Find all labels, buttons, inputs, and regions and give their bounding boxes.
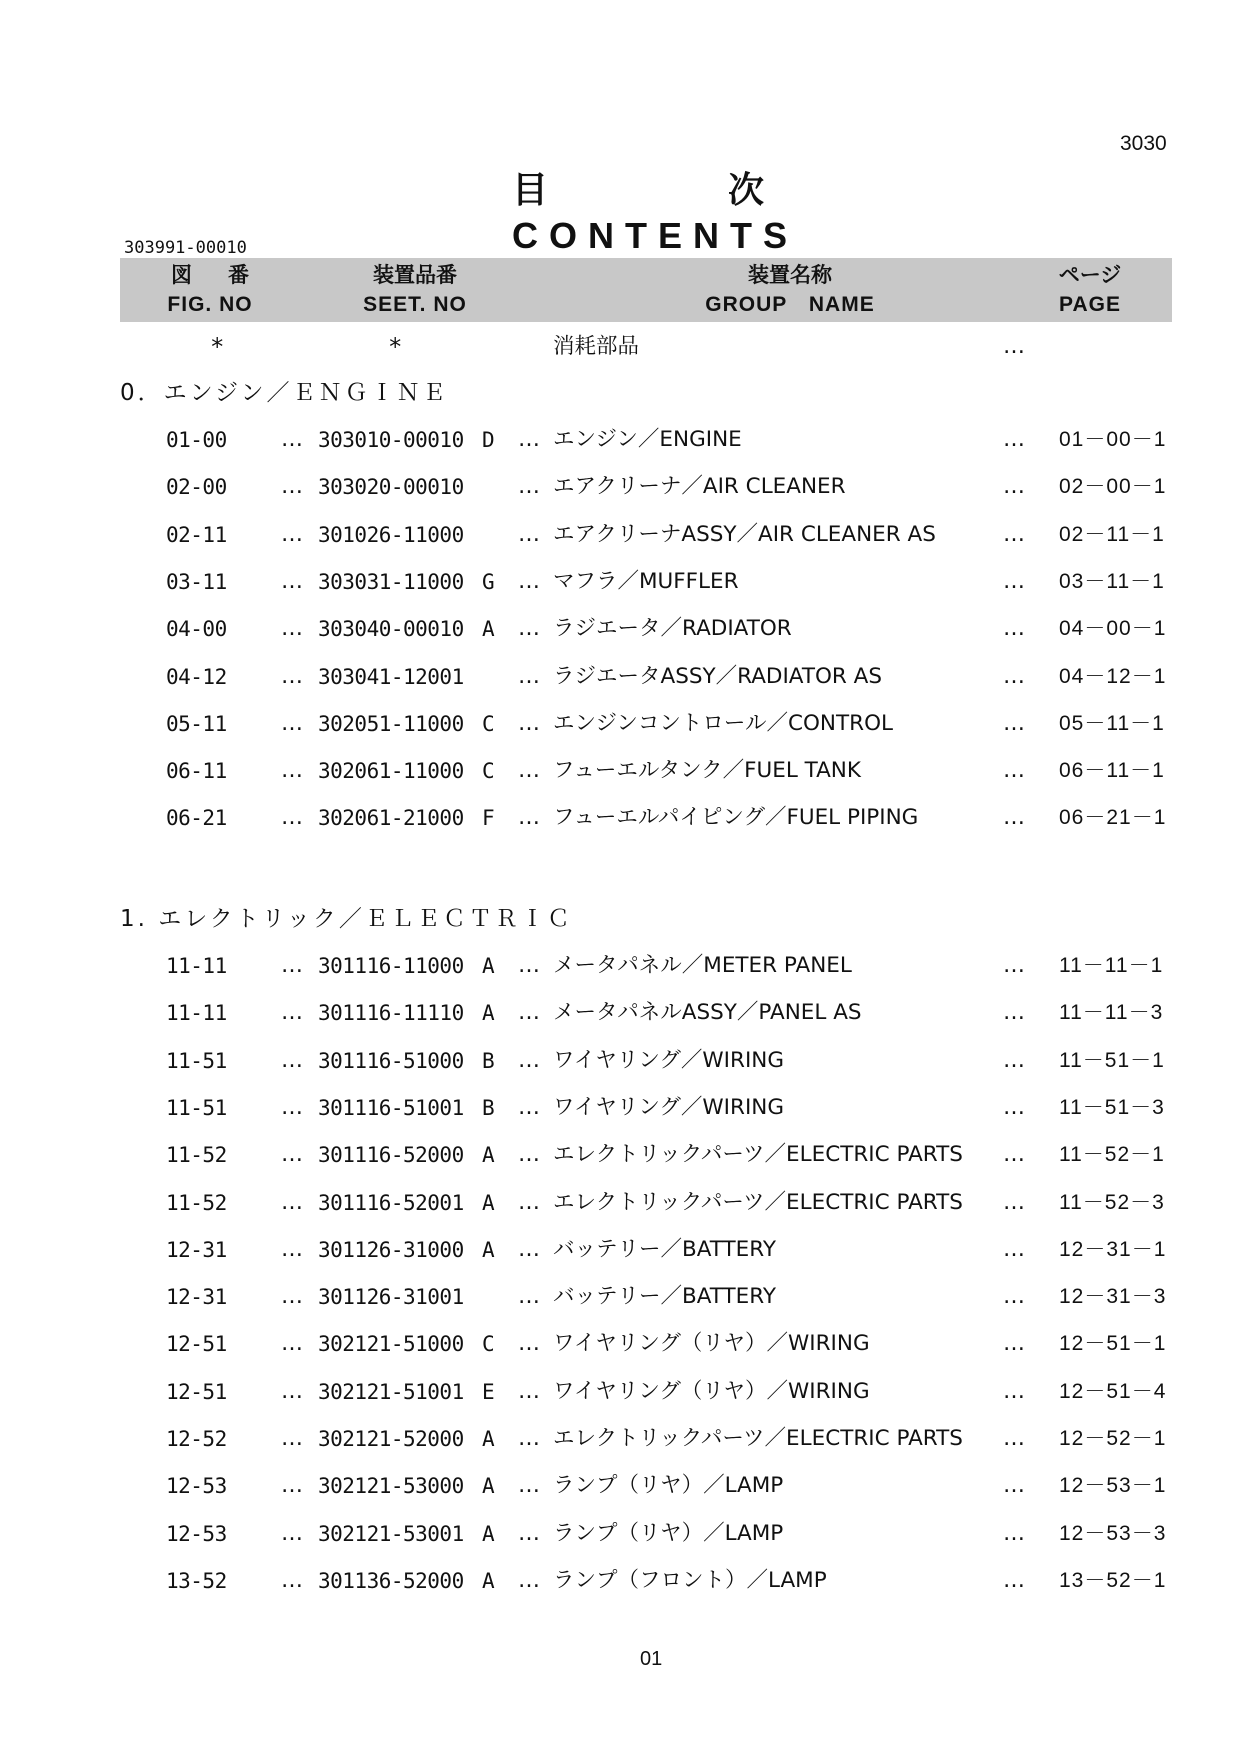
leader-dots: … <box>281 1426 303 1451</box>
leader-dots: … <box>1003 521 1025 547</box>
leader-dots: … <box>281 1473 303 1499</box>
sheet-number: 301136-52000 <box>318 1568 464 1593</box>
leader-dots: … <box>518 521 540 547</box>
table-row <box>0 1044 1240 1078</box>
revision-letter: C <box>482 759 495 784</box>
leader-dots: … <box>518 1236 540 1262</box>
document-number: 303991-00010 <box>124 238 247 258</box>
table-row <box>0 949 1240 983</box>
leader-dots: … <box>1003 616 1025 642</box>
fig-number: 12-51 <box>166 1379 227 1404</box>
leader-dots: … <box>1003 1047 1025 1073</box>
header-fig-jp: 図番 <box>171 263 285 287</box>
leader-dots: … <box>1003 1000 1025 1026</box>
table-row <box>0 1327 1240 1361</box>
leader-dots: … <box>518 1520 540 1546</box>
leader-dots: … <box>281 663 303 689</box>
revision-letter: A <box>482 954 495 978</box>
leader-dots: … <box>518 805 540 831</box>
group-name: ワイヤリング／WIRING <box>553 1094 785 1120</box>
leader-dots: … <box>281 1047 303 1073</box>
sheet-number: 301126-31001 <box>318 1285 464 1310</box>
table-row <box>0 1091 1240 1125</box>
leader-dots: … <box>281 1000 303 1026</box>
revision-letter: A <box>482 617 495 642</box>
table-row <box>0 1280 1240 1314</box>
revision-letter: G <box>482 569 495 594</box>
page-reference: 11－11－3 <box>1059 1001 1164 1025</box>
group-name: エアクリーナASSY／AIR CLEANER AS <box>553 521 936 547</box>
leader-dots: … <box>518 1331 540 1357</box>
fig-number: 04-12 <box>166 664 227 689</box>
revision-letter: A <box>482 1190 495 1215</box>
leader-dots: … <box>281 1189 303 1215</box>
fig-number: 13-52 <box>166 1568 227 1593</box>
leader-dots: … <box>281 1331 303 1357</box>
page-reference: 11－51－3 <box>1059 1095 1165 1119</box>
page-reference: 06－11－1 <box>1059 759 1165 783</box>
leader-dots: … <box>281 1094 303 1120</box>
leader-dots: … <box>281 805 303 831</box>
revision-letter: B <box>482 1048 495 1073</box>
group-name: ランプ（リヤ）／LAMP <box>553 1520 784 1546</box>
header-group-jp: 装置名称 <box>748 263 832 287</box>
page-reference: 12－53－1 <box>1059 1474 1167 1498</box>
leader-dots: … <box>1003 1236 1025 1262</box>
leader-dots: … <box>1003 663 1025 689</box>
header-sheet-en: SEET. NO <box>363 293 467 316</box>
page-reference: 02－11－1 <box>1059 522 1165 546</box>
group-name: フューエルタンク／FUEL TANK <box>553 758 861 784</box>
revision-letter: A <box>482 1474 495 1499</box>
leader-dots: … <box>518 953 540 978</box>
leader-dots: … <box>518 1284 540 1310</box>
page-reference: 12－52－1 <box>1059 1427 1167 1450</box>
leader-dots: … <box>518 1426 540 1451</box>
leader-dots: … <box>281 710 303 736</box>
section-title: 1. エレクトリック／ＥＬＥＣＴＲＩＣ <box>120 906 573 932</box>
leader-dots: … <box>1003 1284 1025 1310</box>
consumables-row <box>0 330 1240 364</box>
revision-letter: E <box>482 1379 495 1404</box>
fig-number: 03-11 <box>166 569 227 594</box>
fig-number: 11-11 <box>166 1001 227 1026</box>
table-row <box>0 1375 1240 1409</box>
group-name: ランプ（フロント）／LAMP <box>553 1567 827 1593</box>
revision-letter: A <box>482 1001 495 1026</box>
leader-dots: … <box>281 1142 303 1168</box>
fig-number: 05-11 <box>166 711 227 736</box>
leader-dots: … <box>1003 474 1025 500</box>
fig-number: 11-52 <box>166 1190 227 1215</box>
leader-dots: … <box>281 474 303 500</box>
header-fig-no <box>120 260 300 320</box>
leader-dots: … <box>1003 758 1025 784</box>
table-row <box>0 1233 1240 1267</box>
table-row <box>0 996 1240 1030</box>
revision-letter: A <box>482 1143 495 1168</box>
sheet-number: 301116-51001 <box>318 1095 464 1120</box>
leader-dots: … <box>1003 1520 1025 1546</box>
leader-dots: … <box>518 1378 540 1404</box>
table-row <box>0 518 1240 552</box>
fig-number: 11-51 <box>166 1048 227 1073</box>
page-number: 3030 <box>1120 132 1167 155</box>
sheet-number: 303031-11000 <box>318 569 464 594</box>
group-name: メータパネルASSY／PANEL AS <box>553 1000 862 1026</box>
group-name: マフラ／MUFFLER <box>553 568 739 594</box>
sheet-number: 302121-53000 <box>318 1474 464 1499</box>
group-name: ラジエータASSY／RADIATOR AS <box>553 663 883 689</box>
revision-letter: B <box>482 1095 495 1120</box>
leader-dots: … <box>1003 1426 1025 1451</box>
page-reference: 12－51－1 <box>1059 1332 1167 1356</box>
leader-dots: … <box>1003 805 1025 831</box>
page-reference: 05－11－1 <box>1059 711 1165 735</box>
leader-dots: … <box>281 1520 303 1546</box>
revision-letter: A <box>482 1568 495 1593</box>
leader-dots: … <box>1003 1473 1025 1499</box>
leader-dots: … <box>281 953 303 978</box>
group-name: エレクトリックパーツ／ELECTRIC PARTS <box>553 1142 963 1168</box>
leader-dots: … <box>1003 568 1025 594</box>
table-row <box>0 565 1240 599</box>
page-reference: 12－31－1 <box>1059 1237 1167 1261</box>
leader-dots: … <box>518 663 540 689</box>
consumables-fig: * <box>210 333 224 361</box>
table-header <box>120 258 1172 322</box>
leader-dots: … <box>281 1236 303 1262</box>
sheet-number: 302051-11000 <box>318 711 464 736</box>
revision-letter: A <box>482 1427 495 1451</box>
page-reference: 11－52－3 <box>1059 1190 1165 1214</box>
page-reference: 04－12－1 <box>1059 664 1167 688</box>
group-name: ワイヤリング（リヤ）／WIRING <box>553 1331 870 1357</box>
page-reference: 06－21－1 <box>1059 806 1167 830</box>
table-row <box>0 423 1240 457</box>
leader-dots: … <box>281 1567 303 1593</box>
header-group-en: GROUP NAME <box>705 293 875 316</box>
consumables-name: 消耗部品 <box>553 334 640 359</box>
table-row <box>0 1422 1240 1456</box>
section-title: 0．エンジン／ＥＮＧＩＮＥ <box>120 380 449 406</box>
leader-dots: … <box>518 710 540 736</box>
fig-number: 04-00 <box>166 617 227 642</box>
revision-letter: F <box>482 806 495 831</box>
fig-number: 11-11 <box>166 954 227 978</box>
sheet-number: 303041-12001 <box>318 664 464 689</box>
group-name: バッテリー／BATTERY <box>553 1236 776 1262</box>
sheet-number: 301116-52000 <box>318 1143 464 1168</box>
leader-dots: … <box>518 1000 540 1026</box>
table-row <box>0 660 1240 694</box>
fig-number: 11-52 <box>166 1143 227 1168</box>
header-page-jp: ページ <box>1058 263 1122 287</box>
page-reference: 11－51－1 <box>1059 1048 1165 1072</box>
group-name: バッテリー／BATTERY <box>553 1284 776 1310</box>
group-name: ワイヤリング／WIRING <box>553 1047 785 1073</box>
fig-number: 12-31 <box>166 1285 227 1310</box>
fig-number: 12-51 <box>166 1332 227 1357</box>
table-row <box>0 1564 1240 1598</box>
header-fig-en: FIG. NO <box>167 293 253 316</box>
header-page-en: PAGE <box>1059 293 1121 316</box>
table-row <box>0 707 1240 741</box>
leader-dots: … <box>518 1473 540 1499</box>
header-sheet-no <box>290 260 540 320</box>
footer-page-number: 01 <box>640 1648 663 1670</box>
sheet-number: 301116-51000 <box>318 1048 464 1073</box>
group-name: フューエルパイピング／FUEL PIPING <box>553 805 919 831</box>
leader-dots: … <box>281 568 303 594</box>
page-reference: 02－00－1 <box>1059 475 1167 499</box>
header-page <box>1015 260 1165 320</box>
leader-dots: … <box>1003 427 1025 452</box>
fig-number: 02-11 <box>166 522 227 547</box>
group-name: エレクトリックパーツ／ELECTRIC PARTS <box>553 1189 963 1215</box>
leader-dots: … <box>1003 1378 1025 1404</box>
table-row <box>0 1517 1240 1551</box>
group-name: メータパネル／METER PANEL <box>553 953 852 978</box>
page-reference: 11－11－1 <box>1059 954 1164 977</box>
page-reference: 03－11－1 <box>1059 569 1165 593</box>
revision-letter: A <box>482 1521 495 1546</box>
leader-dots: … <box>518 616 540 642</box>
header-group-name <box>570 260 1010 320</box>
sheet-number: 301116-11000 <box>318 954 464 978</box>
leader-dots: … <box>518 568 540 594</box>
page-reference: 12－51－4 <box>1059 1379 1167 1403</box>
sheet-number: 302121-51001 <box>318 1379 464 1404</box>
revision-letter: D <box>482 428 495 452</box>
page-reference: 12－31－3 <box>1059 1285 1167 1309</box>
leader-dots: … <box>1003 1094 1025 1120</box>
fig-number: 12-31 <box>166 1237 227 1262</box>
sheet-number: 301026-11000 <box>318 522 464 547</box>
table-row <box>0 754 1240 788</box>
fig-number: 06-11 <box>166 759 227 784</box>
leader-dots: … <box>281 1284 303 1310</box>
page-reference: 01－00－1 <box>1059 428 1167 451</box>
sheet-number: 301116-11110 <box>318 1001 464 1026</box>
leader-dots: … <box>1003 1142 1025 1168</box>
leader-dots: … <box>518 1142 540 1168</box>
sheet-number: 303020-00010 <box>318 475 464 500</box>
page-reference: 12－53－3 <box>1059 1521 1167 1545</box>
sheet-number: 301126-31000 <box>318 1237 464 1262</box>
leader-dots: … <box>281 521 303 547</box>
leader-dots: … <box>1003 1189 1025 1215</box>
fig-number: 11-51 <box>166 1095 227 1120</box>
fig-number: 12-52 <box>166 1427 227 1451</box>
header-sheet-jp: 装置品番 <box>373 263 457 287</box>
sheet-number: 302121-53001 <box>318 1521 464 1546</box>
table-row <box>0 1469 1240 1503</box>
leader-dots: … <box>518 758 540 784</box>
table-row <box>0 1138 1240 1172</box>
group-name: ラジエータ／RADIATOR <box>553 616 792 642</box>
leader-dots: … <box>281 1378 303 1404</box>
title-english: CONTENTS <box>512 215 798 256</box>
title-japanese: 目次 <box>512 170 945 211</box>
consumables-dots: … <box>1003 334 1025 359</box>
leader-dots: … <box>1003 953 1025 978</box>
consumables-sheet: * <box>388 333 402 361</box>
leader-dots: … <box>1003 1331 1025 1357</box>
sheet-number: 303040-00010 <box>318 617 464 642</box>
table-row <box>0 801 1240 835</box>
fig-number: 01-00 <box>166 428 227 452</box>
sheet-number: 302121-51000 <box>318 1332 464 1357</box>
leader-dots: … <box>518 474 540 500</box>
page-reference: 13－52－1 <box>1059 1568 1167 1592</box>
leader-dots: … <box>518 1189 540 1215</box>
leader-dots: … <box>281 758 303 784</box>
table-row <box>0 470 1240 504</box>
page-reference: 04－00－1 <box>1059 617 1167 641</box>
leader-dots: … <box>518 1567 540 1593</box>
revision-letter: C <box>482 711 495 736</box>
leader-dots: … <box>281 616 303 642</box>
leader-dots: … <box>518 1047 540 1073</box>
group-name: ワイヤリング（リヤ）／WIRING <box>553 1378 870 1404</box>
fig-number: 12-53 <box>166 1521 227 1546</box>
sheet-number: 302061-11000 <box>318 759 464 784</box>
group-name: ランプ（リヤ）／LAMP <box>553 1473 784 1499</box>
leader-dots: … <box>1003 1567 1025 1593</box>
sheet-number: 302061-21000 <box>318 806 464 831</box>
fig-number: 02-00 <box>166 475 227 500</box>
page-reference: 11－52－1 <box>1059 1143 1165 1167</box>
leader-dots: … <box>1003 710 1025 736</box>
fig-number: 06-21 <box>166 806 227 831</box>
group-name: エレクトリックパーツ／ELECTRIC PARTS <box>553 1426 963 1451</box>
table-row <box>0 612 1240 646</box>
revision-letter: C <box>482 1332 495 1357</box>
leader-dots: … <box>518 1094 540 1120</box>
revision-letter: A <box>482 1237 495 1262</box>
leader-dots: … <box>518 427 540 452</box>
group-name: エンジン／ENGINE <box>553 427 742 452</box>
sheet-number: 303010-00010 <box>318 428 464 452</box>
sheet-number: 301116-52001 <box>318 1190 464 1215</box>
sheet-number: 302121-52000 <box>318 1427 464 1451</box>
group-name: エンジンコントロール／CONTROL <box>553 710 893 736</box>
fig-number: 12-53 <box>166 1474 227 1499</box>
group-name: エアクリーナ／AIR CLEANER <box>553 474 846 500</box>
table-row <box>0 1186 1240 1220</box>
leader-dots: … <box>281 427 303 452</box>
